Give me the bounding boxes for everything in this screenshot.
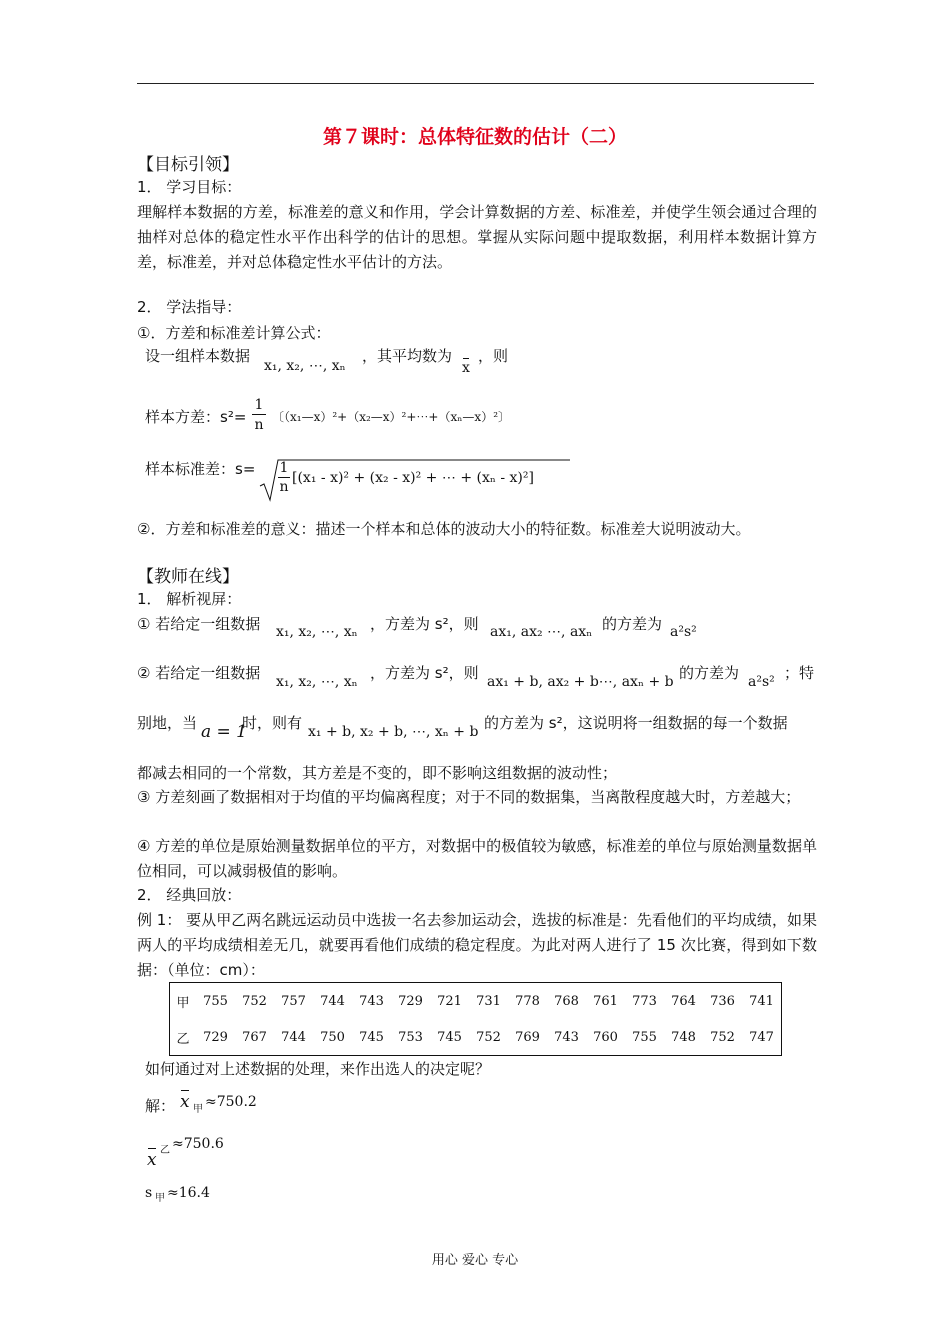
score-cell: 755 — [632, 1029, 657, 1045]
score-cell: 773 — [632, 993, 657, 1009]
score-cell: 752 — [242, 993, 267, 1009]
page-footer: 用心 爱心 专心 — [431, 1253, 519, 1268]
score-cell: 745 — [437, 1029, 462, 1045]
p3-text-b: 时，则有 — [242, 714, 303, 732]
p5-text: ③ 方差刻画了数据相对于均值的平均偏离程度；对于不同的数据集，当离散程度越大时，方差越大； — [137, 788, 801, 806]
stddev-fraction: 1 n — [279, 460, 289, 495]
p2-shifted-sequence: ax₁ + b, ax₂ + b⋯, axₙ + b — [487, 674, 674, 690]
score-cell: 731 — [476, 993, 501, 1009]
p2-text-b: ，方差为 s²，则 — [370, 664, 479, 682]
p2-result: a²s² — [748, 674, 775, 690]
p3-text-c: 的方差为 s²，这说明将一组数据的每一个数据 — [484, 714, 788, 732]
item-classic-review: 2． 经典回放： — [137, 886, 242, 904]
mean-yi-value: ≈750.6 — [172, 1136, 224, 1152]
item-learning-goals: 1． 学习目标： — [137, 178, 242, 196]
setup-text-c: ，则 — [478, 347, 509, 365]
mean-jia-value: ≈750.2 — [205, 1094, 257, 1110]
formula-heading: ①．方差和标准差计算公式： — [137, 324, 331, 342]
p2-sequence: x₁, x₂, ⋯, xₙ — [276, 674, 358, 690]
score-cell: 744 — [281, 1029, 306, 1045]
score-cell: 747 — [749, 1029, 774, 1045]
score-cell: 767 — [242, 1029, 267, 1045]
score-cell: 750 — [320, 1029, 345, 1045]
score-cell: 753 — [398, 1029, 423, 1045]
score-cell: 729 — [203, 1029, 228, 1045]
scores-table — [169, 982, 782, 1056]
p3-equation: a = 1 — [201, 722, 248, 742]
p2-text-d: ；特 — [784, 664, 815, 682]
score-cell: 764 — [671, 993, 696, 1009]
mean-yi-symbol: x — [147, 1150, 157, 1170]
std-jia-subscript: 甲 — [155, 1193, 165, 1204]
stddev-label: 样本标准差：s= — [145, 460, 256, 478]
variance-label: 样本方差：s²= — [145, 408, 247, 426]
p2-text-a: ② 若给定一组数据 — [137, 664, 261, 682]
score-cell: 761 — [593, 993, 618, 1009]
score-cell: 741 — [749, 993, 774, 1009]
meaning-paragraph: ②．方差和标准差的意义：描述一个样本和总体的波动大小的特征数。标准差大说明波动大。 — [137, 520, 751, 538]
score-cell: 768 — [554, 993, 579, 1009]
score-cell: 769 — [515, 1029, 540, 1045]
score-cell: 757 — [281, 993, 306, 1009]
score-cell: 744 — [320, 993, 345, 1009]
row-label-cell: 甲 — [176, 995, 190, 1011]
setup-text-a: 设一组样本数据 — [145, 347, 251, 365]
variance-denominator: n — [254, 417, 264, 433]
score-cell: 721 — [437, 993, 462, 1009]
mean-jia-subscript: 甲 — [193, 1104, 203, 1115]
score-cell: 778 — [515, 993, 540, 1009]
p1-scaled-sequence: ax₁, ax₂ ⋯, axₙ — [490, 624, 593, 640]
score-cell: 752 — [476, 1029, 501, 1045]
mean-symbol: x — [462, 360, 470, 376]
item-method-guide: 2． 学法指导： — [137, 298, 242, 316]
row-label-cell: 乙 — [176, 1031, 190, 1047]
p3-shifted-sequence: x₁ + b, x₂ + b, ⋯, xₙ + b — [308, 724, 479, 740]
score-cell: 752 — [710, 1029, 735, 1045]
table-row — [170, 1019, 782, 1056]
score-cell: 760 — [593, 1029, 618, 1045]
variance-formula: 〔（x₁—x）²+（x₂—x）²+⋯+（xₙ—x）²〕 — [272, 410, 511, 424]
stddev-formula: [(x₁ - x)² + (x₂ - x)² + ⋯ + (xₙ - x)²] — [292, 470, 534, 486]
p3-text-a: 别地，当 — [137, 714, 198, 732]
p4-text: 都减去相同的一个常数，其方差是不变的，即不影响这组数据的波动性； — [137, 764, 618, 782]
question-text: 如何通过对上述数据的处理，来作出选人的决定呢？ — [145, 1060, 491, 1078]
example-1-text: 例 1： 要从甲乙两名跳远运动员中选拔一名去参加运动会，选拔的标准是：先看他们的平均成绩，如果两人的平均成绩相差无几，就要再看他们成绩的稳定程度。为此对两人进行了 15 次比赛，得到如下数据：（单位：cm）： — [137, 911, 817, 979]
table-row — [170, 983, 782, 1020]
p1-result: a²s² — [670, 624, 697, 640]
item-analysis: 1． 解析视屏： — [137, 590, 242, 608]
page-title: 第７课时：总体特征数的估计（二） — [322, 126, 627, 148]
p1-sequence: x₁, x₂, ⋯, xₙ — [276, 624, 358, 640]
score-cell: 745 — [359, 1029, 384, 1045]
score-cell: 748 — [671, 1029, 696, 1045]
variance-numerator: 1 — [252, 396, 266, 415]
p1-text-b: ，方差为 s²，则 — [370, 615, 479, 633]
p1-text-a: ① 若给定一组数据 — [137, 615, 261, 633]
std-jia-value: ≈16.4 — [167, 1185, 210, 1201]
score-cell: 736 — [710, 993, 735, 1009]
mean-jia-symbol: x — [180, 1092, 190, 1112]
score-cell: 743 — [554, 1029, 579, 1045]
p1-text-c: 的方差为 — [602, 615, 663, 633]
section-header-goals: 【目标引领】 — [137, 155, 239, 175]
setup-text-b: ，其平均数为 — [362, 347, 453, 365]
p6-text: ④ 方差的单位是原始测量数据单位的平方，对数据中的极值较为敏感，标准差的单位与原始测量数据单位相同，可以减弱极值的影响。 — [137, 837, 817, 880]
score-cell: 729 — [398, 993, 423, 1009]
std-jia-symbol: s — [145, 1185, 153, 1201]
score-cell: 743 — [359, 993, 384, 1009]
p2-text-c: 的方差为 — [679, 664, 740, 682]
header-rule — [137, 83, 814, 84]
score-cell: 755 — [203, 993, 228, 1009]
goals-paragraph: 理解样本数据的方差，标准差的意义和作用，学会计算数据的方差、标准差，并使学生领会通过合理的抽样对总体的稳定性水平作出科学的估计的思想。掌握从实际问题中提取数据，利用样本数据计算方差，标准差，并对总体稳定性水平估计的方法。 — [137, 203, 817, 271]
solution-label: 解： — [145, 1097, 176, 1115]
sample-sequence: x₁, x₂, ⋯, xₙ — [264, 358, 346, 374]
variance-fraction — [252, 396, 266, 435]
mean-yi-subscript: 乙 — [160, 1145, 170, 1156]
section-header-teacher: 【教师在线】 — [137, 567, 239, 587]
